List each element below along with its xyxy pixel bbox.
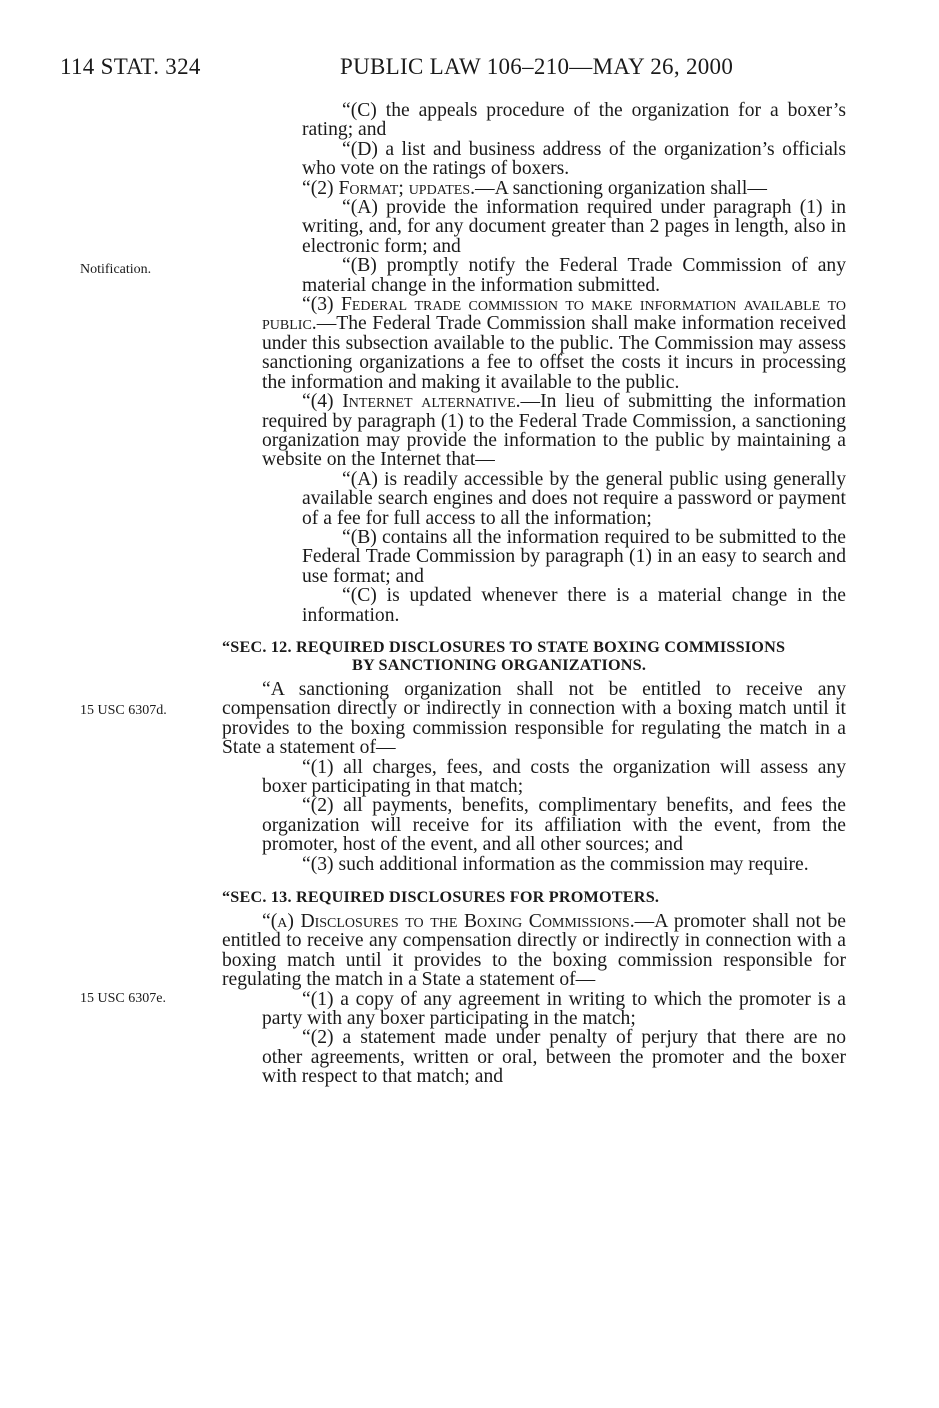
section-13-item-1: “(1) a copy of any agreement in writing to which the promoter is a party with any boxer participating in the match; <box>262 988 846 1030</box>
paragraph-4-a: “(A) is readily accessible by the general public using generally available search engines and does not require a password or payment of a fee for full access to all the information; <box>302 468 846 529</box>
paragraph-c-appeals: “(C) the appeals procedure of the organization for a boxer’s rating; and <box>302 100 846 141</box>
running-header-title: PUBLIC LAW 106–210—MAY 26, 2000 <box>340 54 734 79</box>
section-12-item-1: “(1) all charges, fees, and costs the organization will assess any boxer participating in that match; <box>262 756 846 797</box>
section-13-a-text: —A promoter shall not be entitled to receive any compensation directly or indirectly in connection with a boxing match until it provides to the boxing commission responsible for regulating the match in a State a statement of— <box>222 911 846 991</box>
paragraph-4-text: —In lieu of submitting the information required by paragraph (1) to the Federal Trade Commission, a sanctioning organization may provide the information to the public by maintaining a website on the Internet that— <box>262 391 846 471</box>
section-12-heading <box>222 638 846 674</box>
stat-page-number: 114 STAT. 324 <box>60 54 201 79</box>
body-text <box>222 101 846 1087</box>
section-12-heading-line2: BY SANCTIONING ORGANIZATIONS. <box>352 655 647 674</box>
paragraph-4-b: “(B) contains all the information required to be submitted to the Federal Trade Commission by paragraph (1) in an easy to search and use format; and <box>302 526 846 587</box>
section-13-heading: “SEC. 13. REQUIRED DISCLOSURES FOR PROMOTERS. <box>222 888 660 907</box>
paragraph-2-heading: “(2) Format; updates. <box>302 177 476 199</box>
section-13-a-heading: “(a) Disclosures to the Boxing Commissions. <box>262 911 635 933</box>
paragraph-2-b: “(B) promptly notify the Federal Trade Commission of any material change in the information submitted. <box>302 255 846 296</box>
paragraph-2-format <box>262 179 846 198</box>
margin-note-usc-6307e: 15 USC 6307e. <box>80 991 166 1006</box>
paragraph-4-heading: “(4) Internet alternative. <box>302 391 521 413</box>
paragraph-d-list: “(D) a list and business address of the organization’s officials who vote on the ratings of boxers. <box>302 138 846 180</box>
section-13-subsection-a <box>222 912 846 990</box>
paragraph-3-ftc <box>262 295 846 392</box>
paragraph-2-a: “(A) provide the information required under paragraph (1) in writing, and, for any document greater than 2 pages in length, also in electronic form; and <box>302 197 846 257</box>
section-12-item-3: “(3) such additional information as the commission may require. <box>302 853 809 875</box>
paragraph-2-text: —A sanctioning organization shall— <box>475 177 767 199</box>
section-12-item-2: “(2) all payments, benefits, complimentary benefits, and fees the organization will receive for its affiliation with the event, from the promoter, host of the event, and all other sources; and <box>262 795 846 856</box>
section-12-intro: “A sanctioning organization shall not be entitled to receive any compensation directly or indirectly in connection with a boxing match until it provides to the boxing commission responsible for regulating the match in a State a statement of— <box>222 678 846 759</box>
paragraph-3-heading: “(3) Federal trade commission to make information available to public. <box>262 294 846 335</box>
section-13-item-2: “(2) a statement made under penalty of perjury that there are no other agreements, written or oral, between the promoter and the boxer with respect to that match; and <box>262 1027 846 1088</box>
paragraph-4-c: “(C) is updated whenever there is a material change in the information. <box>302 585 846 626</box>
paragraph-4-internet <box>262 392 846 470</box>
paragraph-3-text: —The Federal Trade Commission shall make information received under this subsection available to the public. The Commission may assess sanctioning organizations a fee to offset the costs it incurs in processing the information and making it available to the public. <box>262 313 846 393</box>
section-12-heading-line1: “SEC. 12. REQUIRED DISCLOSURES TO STATE BOXING COMMISSIONS <box>222 637 786 656</box>
margin-note-notification: Notification. <box>80 262 152 277</box>
margin-note-usc-6307d: 15 USC 6307d. <box>80 703 167 718</box>
